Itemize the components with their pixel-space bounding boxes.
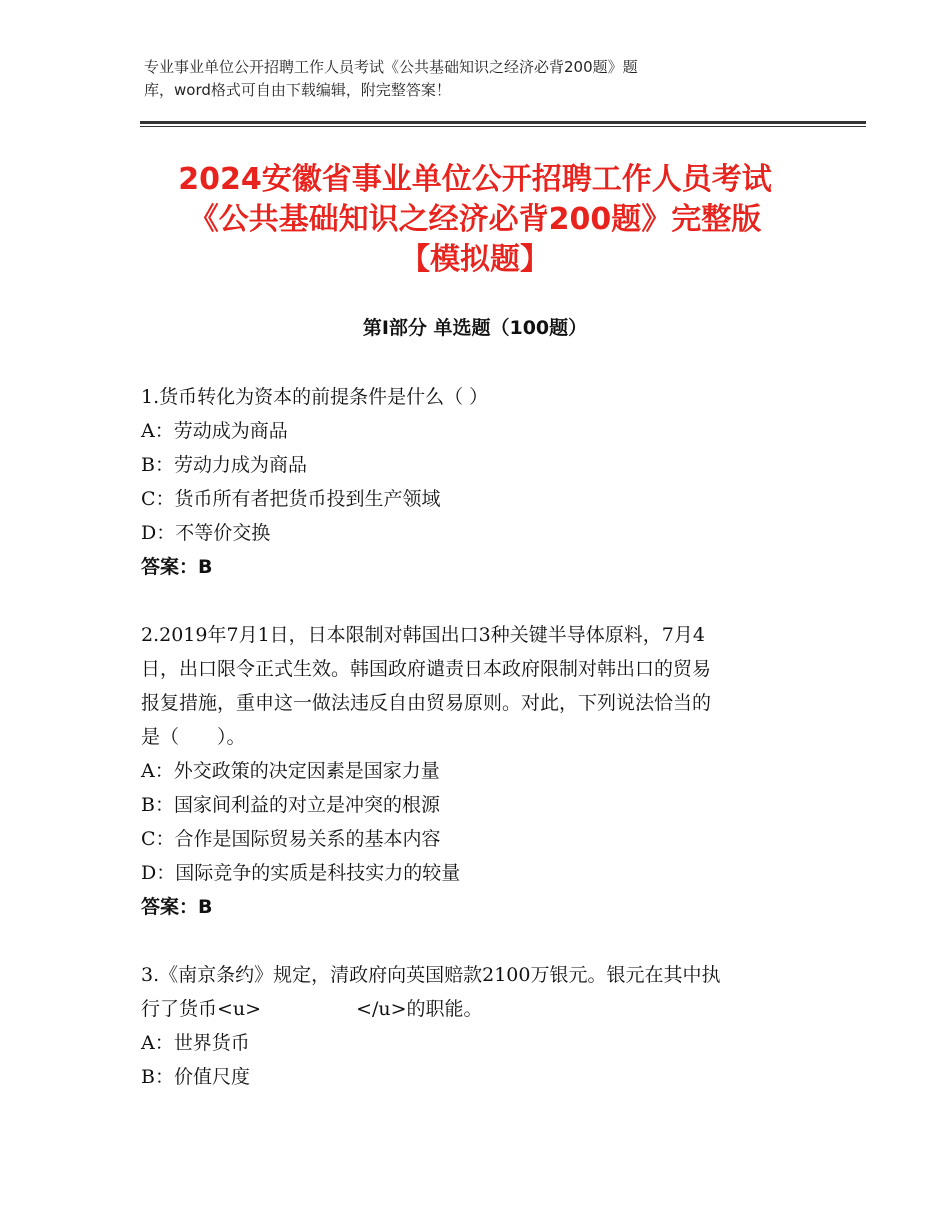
option-c: C：货币所有者把货币投到生产领域 bbox=[141, 488, 441, 510]
answer: 答案：B bbox=[141, 556, 213, 578]
title-line-1: 2024安徽省事业单位公开招聘工作人员考试 bbox=[178, 162, 772, 197]
question-stem-line: 2.2019年7月1日，日本限制对韩国出口3种关键半导体原料，7月4 bbox=[141, 624, 705, 646]
section-heading: 第Ⅰ部分 单选题（100题） bbox=[362, 317, 588, 339]
option-a: A：劳动成为商品 bbox=[141, 420, 288, 442]
option-a: A：外交政策的决定因素是国家力量 bbox=[141, 760, 440, 782]
option-b: B：劳动力成为商品 bbox=[141, 454, 307, 476]
question-stem-line: 报复措施，重申这一做法违反自由贸易原则。对此，下列说法恰当的 bbox=[141, 692, 712, 714]
header-rule-thin bbox=[140, 126, 866, 127]
option-c: C：合作是国际贸易关系的基本内容 bbox=[141, 828, 441, 850]
header-note-line-1: 专业事业单位公开招聘工作人员考试《公共基础知识之经济必背200题》题 bbox=[144, 58, 638, 76]
answer: 答案：B bbox=[141, 896, 213, 918]
title-line-2: 《公共基础知识之经济必背200题》完整版 bbox=[188, 202, 762, 237]
option-d: D：国际竞争的实质是科技实力的较量 bbox=[141, 862, 461, 884]
question-1 bbox=[141, 380, 811, 584]
question-list bbox=[141, 380, 811, 1128]
header-note bbox=[144, 56, 784, 102]
option-a: A：世界货币 bbox=[141, 1032, 250, 1054]
question-stem-line: 是（ ）。 bbox=[141, 726, 246, 748]
option-b: B：国家间利益的对立是冲突的根源 bbox=[141, 794, 440, 816]
question-stem-line: 日，出口限令正式生效。韩国政府谴责日本政府限制对韩出口的贸易 bbox=[141, 658, 712, 680]
option-d: D：不等价交换 bbox=[141, 522, 271, 544]
header-note-line-2: 库，word格式可自由下载编辑，附完整答案！ bbox=[144, 81, 451, 99]
question-2 bbox=[141, 618, 811, 924]
title-line-3: 【模拟题】 bbox=[400, 242, 550, 277]
document-title bbox=[100, 160, 850, 280]
question-stem-line: 3.《南京条约》规定，清政府向英国赔款2100万银元。银元在其中执 bbox=[141, 964, 721, 986]
question-stem-line: 1.货币转化为资本的前提条件是什么（ ） bbox=[141, 386, 489, 408]
question-stem-line: 行了货币<u> </u>的职能。 bbox=[141, 998, 483, 1020]
header-rule-thick bbox=[140, 121, 866, 124]
option-b: B：价值尺度 bbox=[141, 1066, 250, 1088]
question-3 bbox=[141, 958, 811, 1094]
